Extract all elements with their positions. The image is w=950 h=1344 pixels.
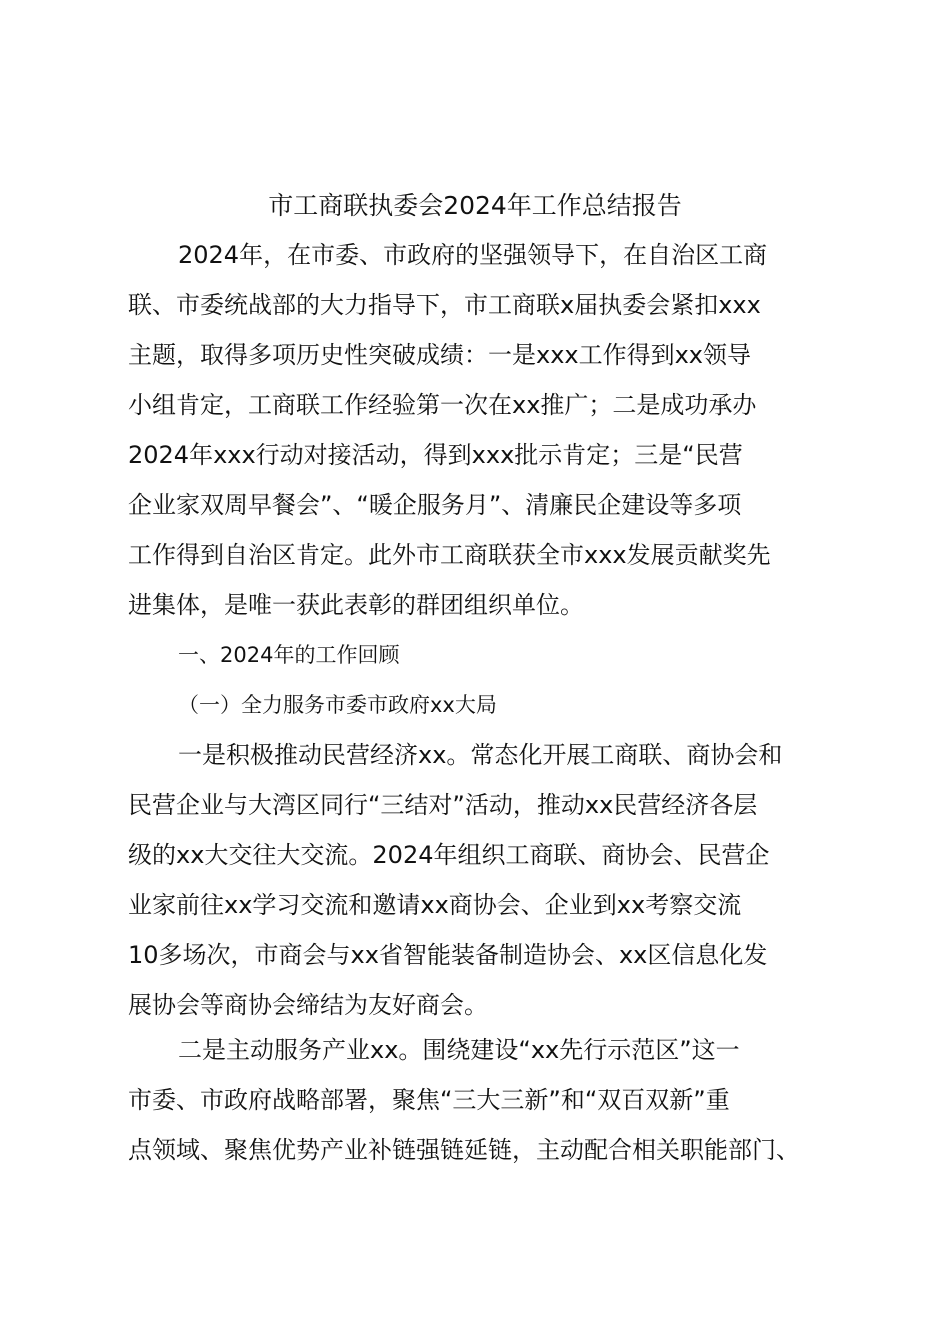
text-line: 市委、市政府战略部署，聚焦“三大三新”和“双百双新”重	[128, 1086, 730, 1114]
text-line: 企业家双周早餐会”、“暖企服务月”、清廉民企建设等多项	[128, 491, 742, 519]
text-line: 工作得到自治区肯定。此外市工商联获全市xxx发展贡献奖先	[128, 541, 771, 569]
text-line: 级的xx大交往大交流。2024年组织工商联、商协会、民营企	[128, 841, 770, 869]
text-line: 10多场次，市商会与xx省智能装备制造协会、xx区信息化发	[128, 941, 768, 969]
text-line: 主题，取得多项历史性突破成绩：一是xxx工作得到xx领导	[128, 341, 752, 369]
text-line: 2024年xxx行动对接活动，得到xxx批示肯定；三是“民营	[128, 441, 743, 469]
text-line: 2024年，在市委、市政府的坚强领导下，在自治区工商	[178, 241, 768, 269]
document-title: 市工商联执委会2024年工作总结报告	[268, 191, 682, 220]
intro-paragraph	[128, 230, 836, 630]
section-heading: 一、2024年的工作回顾	[178, 643, 400, 667]
text-line: 联、市委统战部的大力指导下，市工商联x届执委会紧扣xxx	[128, 291, 761, 319]
section-one	[128, 630, 836, 1030]
text-line: 点领域、聚焦优势产业补链强链延链，主动配合相关职能部门、	[128, 1136, 800, 1164]
text-line: 展协会等商协会缔结为友好商会。	[128, 991, 488, 1019]
text-line: 小组肯定，工商联工作经验第一次在xx推广；二是成功承办	[128, 391, 757, 419]
text-line: 一是积极推动民营经济xx。常态化开展工商联、商协会和	[178, 741, 783, 769]
text-line: 民营企业与大湾区同行“三结对”活动，推动xx民营经济各层	[128, 791, 758, 819]
text-line: 业家前往xx学习交流和邀请xx商协会、企业到xx考察交流	[128, 891, 742, 919]
text-line: 二是主动服务产业xx。围绕建设“xx先行示范区”这一	[178, 1036, 740, 1064]
paragraph-two	[128, 1025, 848, 1175]
text-line: 进集体，是唯一获此表彰的群团组织单位。	[128, 591, 584, 619]
subsection-heading: （一）全力服务市委市政府xx大局	[178, 693, 497, 717]
